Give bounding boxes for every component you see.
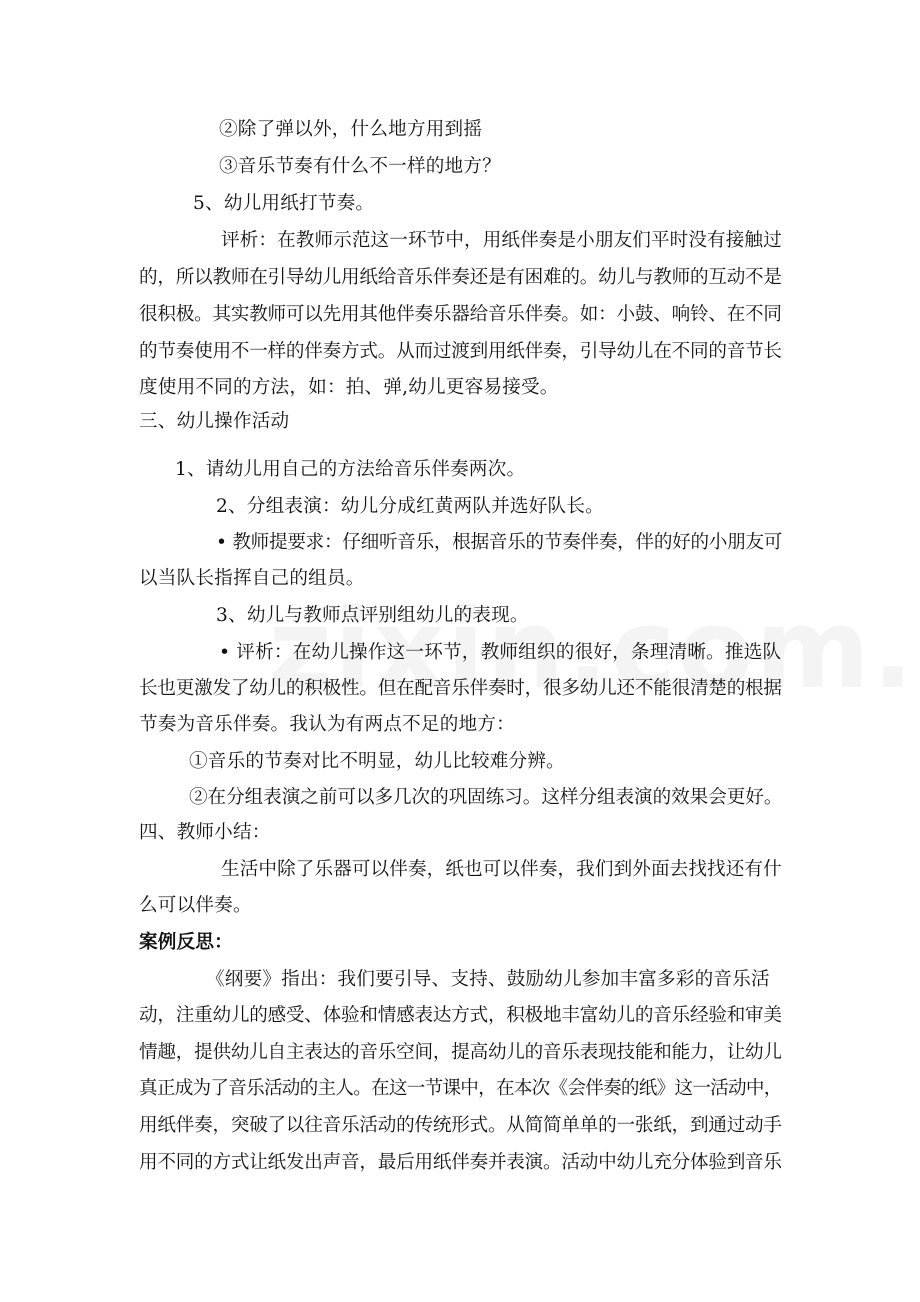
text-line: ③音乐节奏有什么不一样的地方？: [219, 156, 501, 177]
section-heading: 四、教师小结：: [139, 822, 271, 843]
text-line: 情趣，提供幼儿自主表达的音乐空间，提高幼儿的音乐表现技能和能力，让幼儿: [139, 1042, 782, 1063]
text-line: 的节奏使用不一样的伴奏方式。从而过渡到用纸伴奏，引导幼儿在不同的音节长: [139, 341, 782, 362]
text-line: 1、请幼儿用自己的方法给音乐伴奏两次。: [175, 459, 526, 480]
text-line: • 评析：在幼儿操作这一环节，教师组织的很好，条理清晰。推选队: [219, 642, 782, 663]
text-line: 很积极。其实教师可以先用其他伴奏乐器给音乐伴奏。如：小鼓、响铃、在不同: [139, 304, 782, 325]
text-line: ②在分组表演之前可以多几次的巩固练习。这样分组表演的效果会更好。: [189, 787, 783, 808]
text-line: 以当队长指挥自己的组员。: [139, 568, 365, 589]
text-line: 真正成为了音乐活动的主人。在这一节课中，在本次《会伴奏的纸》这一活动中，: [139, 1078, 782, 1099]
text-line: 长也更激发了幼儿的积极性。但在配音乐伴奏时，很多幼儿还不能很清楚的根据: [139, 678, 782, 699]
text-line: ②除了弹以外，什么地方用到摇: [219, 119, 483, 140]
text-line: 动，注重幼儿的感受、体验和情感表达方式，积极地丰富幼儿的音乐经验和审美: [139, 1005, 782, 1026]
text-line: • 教师提要求：仔细听音乐，根据音乐的节奏伴奏，伴的好的小朋友可: [216, 532, 783, 553]
text-line: 《纲要》指出：我们要引导、支持、鼓励幼儿参加丰富多彩的音乐活: [206, 969, 770, 990]
text-line: 3、幼儿与教师点评别组幼儿的表现。: [216, 605, 529, 626]
section-heading: 三、幼儿操作活动: [139, 411, 290, 432]
text-line: 用不同的方式让纸发出声音，最后用纸伴奏并表演。活动中幼儿充分体验到音乐: [139, 1152, 782, 1173]
text-line: 的，所以教师在引导幼儿用纸给音乐伴奏还是有困难的。幼儿与教师的互动不是: [139, 267, 782, 288]
text-line: 节奏为音乐伴奏。我认为有两点不足的地方：: [139, 714, 515, 735]
text-line: 2、分组表演：幼儿分成红黄两队并选好队长。: [216, 496, 604, 517]
section-heading-bold: 案例反思：: [139, 932, 233, 953]
text-line: 么可以伴奏。: [139, 895, 252, 916]
text-line: ①音乐的节奏对比不明显，幼儿比较难分辨。: [189, 751, 565, 772]
text-line: 用纸伴奏，突破了以往音乐活动的传统形式。从简简单单的一张纸，到通过动手: [139, 1115, 782, 1136]
text-line: 评析：在教师示范这一环节中，用纸伴奏是小朋友们平时没有接触过: [221, 230, 782, 251]
text-line: 5、幼儿用纸打节奏。: [193, 193, 375, 214]
text-line: 度使用不同的方法，如：拍、弹,幼儿更容易接受。: [139, 377, 559, 398]
text-line: 生活中除了乐器可以伴奏，纸也可以伴奏，我们到外面去找找还有什: [221, 859, 782, 880]
